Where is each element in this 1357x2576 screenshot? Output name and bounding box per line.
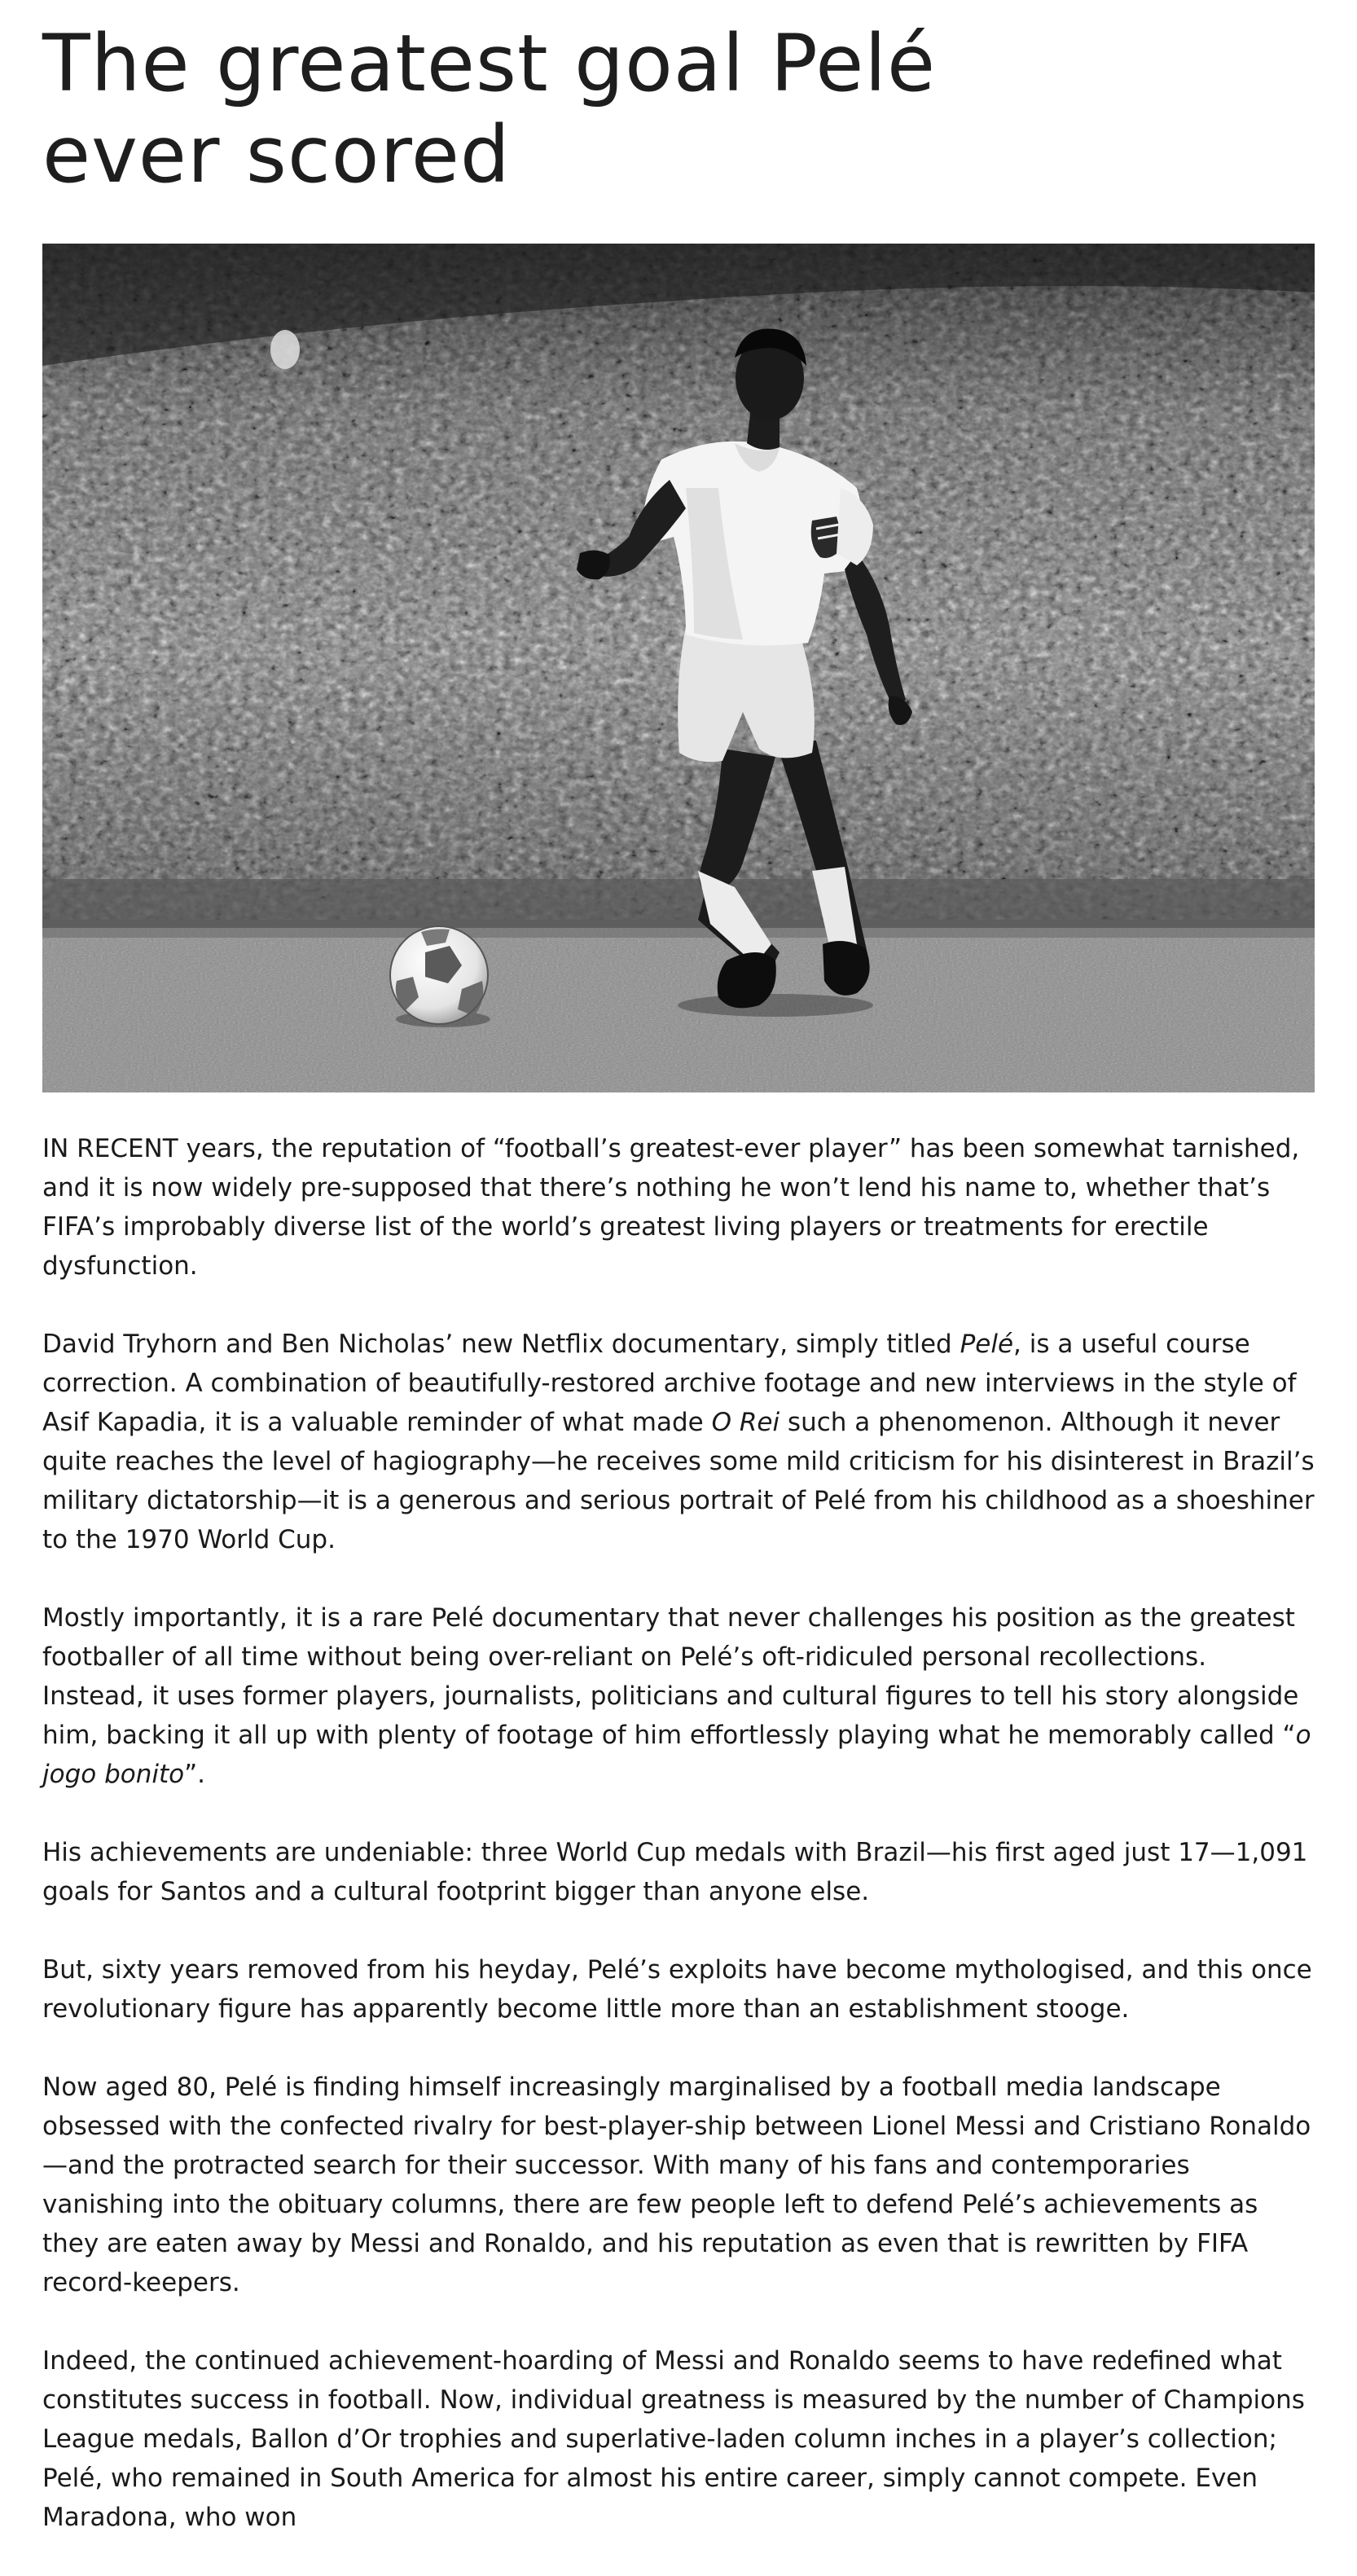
italic-term: O Rei bbox=[711, 1408, 780, 1437]
paragraph: Indeed, the continued achievement-hoarding of Messi and Ronaldo seems to have redefined what constitutes success in football. Now, individual greatness is measured by the number of Champions League medals, Ballon d’Or trophies and superlative-laden column inches in a player’s collection; Pelé, who remained in South America for almost his entire career, simply cannot compete. Even Maradona, who won bbox=[42, 2346, 1305, 2532]
paragraph: David Tryhorn and Ben Nicholas’ new Netflix documentary, simply titled Pelé, is a useful course correction. A combination of beautifully-restored archive footage and new interviews in the style of Asif Kapadia, it is a valuable reminder of what made O Rei such a phenomenon. Although it never quite reaches the level of hagiography—he receives some mild criticism for his disinterest in Brazil’s military dictatorship—it is a generous and serious portrait of Pelé from his childhood as a shoeshiner to the 1970 World Cup. bbox=[42, 1330, 1315, 1554]
italic-term: o jogo bonito bbox=[42, 1721, 1311, 1789]
paragraph: But, sixty years removed from his heyday, Pelé’s exploits have become mythologised, and this once revolutionary figure has apparently become little more than an establishment stooge. bbox=[42, 1955, 1312, 2024]
hero-photo bbox=[42, 244, 1315, 1092]
article bbox=[42, 0, 1315, 2532]
italic-title: Pelé bbox=[960, 1330, 1014, 1359]
article-headline: The greatest goal Pelé ever scored bbox=[42, 18, 937, 200]
paragraph: IN RECENT years, the reputation of “football’s greatest-ever player” has been somewhat tarnished, and it is now widely pre-supposed that there’s nothing he won’t lend his name to, whether that’s FIFA’s improbably diverse list of the world’s greatest living players or treatments for erectile dysfunction. bbox=[42, 1134, 1300, 1281]
paragraph: Now aged 80, Pelé is finding himself increasingly marginalised by a football media landscape obsessed with the confected rivalry for best-player-ship between Lionel Messi and Cristiano Ronaldo—and the protracted search for their successor. With many of his fans and contemporaries vanishing into the obituary columns, there are few people left to defend Pelé’s achievements as they are eaten away by Messi and Ronaldo, and his reputation as even that is rewritten by FIFA record-keepers. bbox=[42, 2073, 1311, 2297]
paragraph: Mostly importantly, it is a rare Pelé documentary that never challenges his position as the greatest footballer of all time without being over-reliant on Pelé’s oft-ridiculed personal recollections. Instead, it uses former players, journalists, politicians and cultural figures to tell his story alongside him, backing it all up with plenty of footage of him effortlessly playing what he memorably called “o jogo bonito”. bbox=[42, 1603, 1311, 1789]
paragraph: His achievements are undeniable: three World Cup medals with Brazil—his first aged just 17—1,091 goals for Santos and a cultural footprint bigger than anyone else. bbox=[42, 1838, 1308, 1906]
article-body bbox=[42, 1129, 1315, 2576]
